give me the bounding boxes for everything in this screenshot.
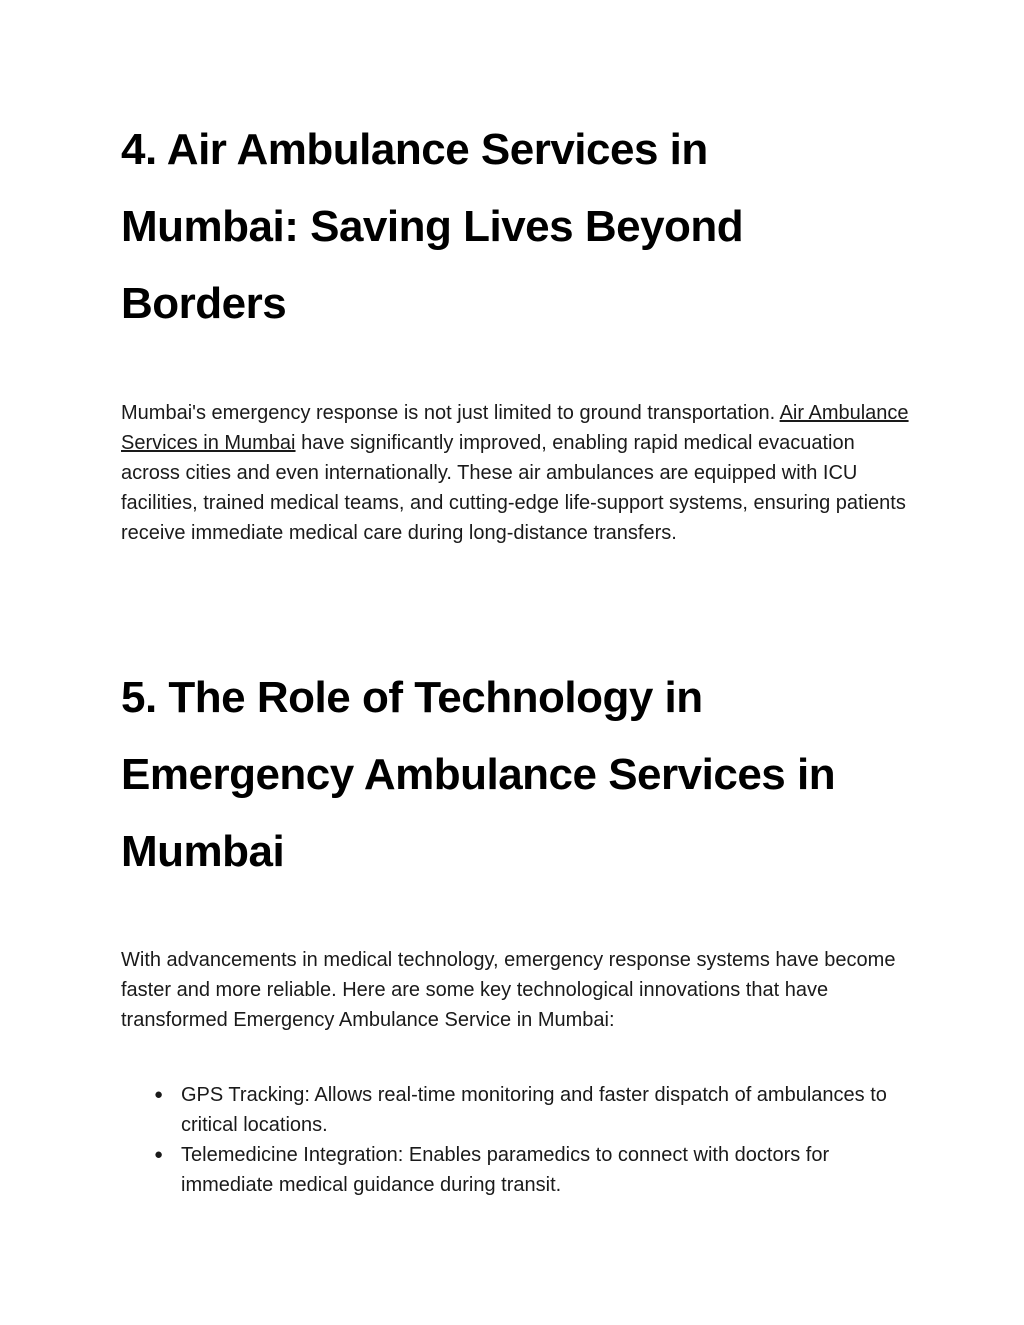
section-4-text-end: have significantly improved, enabling rapid medical evacuation across cities and even internationally. These air ambulances are equipped with ICU facilities, trained medical teams, and cutting-edge life-support systems, ensuring patients receive immediate medical care during long-distance transfers. bbox=[121, 432, 906, 544]
list-item bbox=[121, 1080, 911, 1140]
list-item bbox=[121, 1140, 911, 1200]
technology-list bbox=[121, 1080, 911, 1200]
section-5-paragraph: With advancements in medical technology, emergency response systems have become faster and more reliable. Here are some key technological innovations that have transformed Emergency Ambulance Service in Mumbai: bbox=[121, 949, 896, 1031]
section-4-text-start: Mumbai's emergency response is not just limited to ground transportation. bbox=[121, 402, 780, 424]
list-item-text: GPS Tracking: Allows real-time monitoring and faster dispatch of ambulances to critical locations. bbox=[181, 1084, 887, 1136]
bullet-icon: ● bbox=[154, 1146, 164, 1163]
air-ambulance-link[interactable]: Air Ambulance Services in Mumbai bbox=[121, 402, 909, 454]
section-5-heading: 5. The Role of Technology in Emergency Ambulance Services in Mumbai bbox=[121, 673, 836, 876]
section-4-heading: 4. Air Ambulance Services in Mumbai: Saving Lives Beyond Borders bbox=[121, 125, 744, 328]
list-item-text: Telemedicine Integration: Enables paramedics to connect with doctors for immediate medical guidance during transit. bbox=[181, 1144, 830, 1196]
section-4-paragraph bbox=[121, 398, 911, 548]
bullet-icon: ● bbox=[154, 1086, 164, 1103]
